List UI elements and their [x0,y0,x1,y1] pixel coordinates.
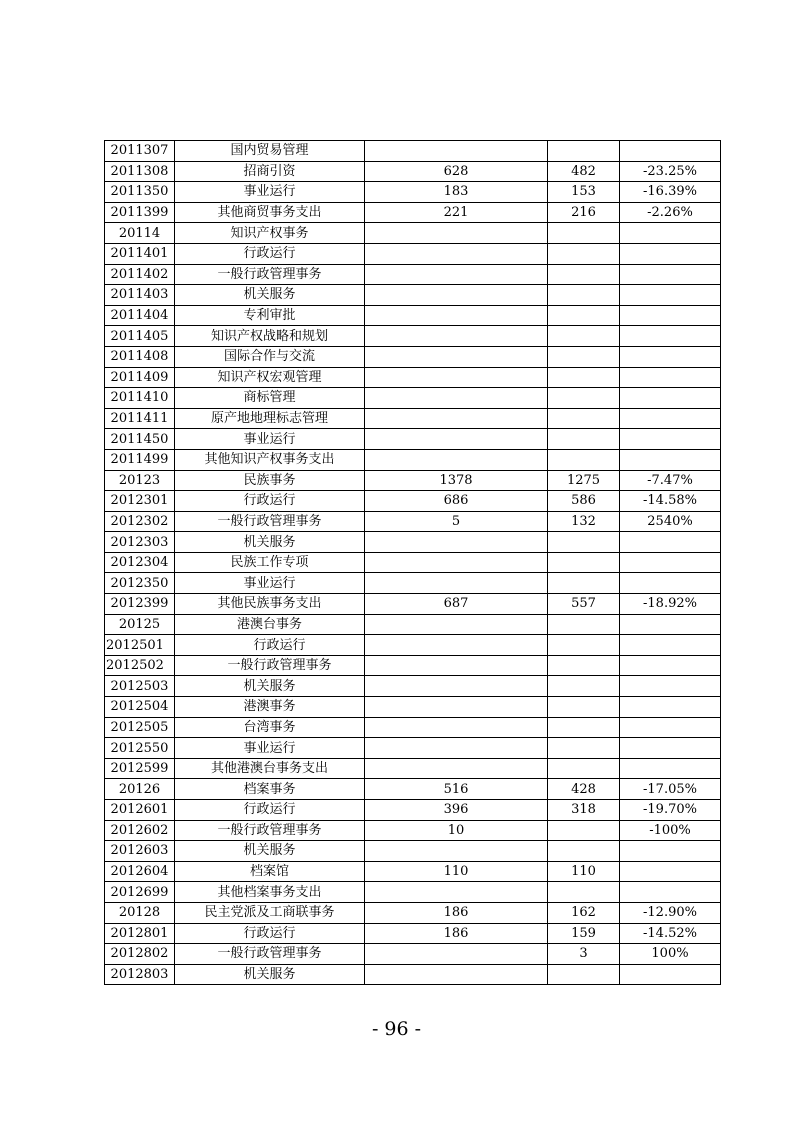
table-row [105,243,721,264]
table-row [105,305,721,326]
item-code-cell: 20123 [105,470,175,491]
table-row [105,223,721,244]
item-code-cell: 20126 [105,779,175,800]
item-name-cell: 行政运行 [175,243,365,264]
current-amount-cell: 153 [548,182,620,203]
prior-amount-cell [365,367,548,388]
prior-amount-cell [365,944,548,965]
change-rate-cell [620,738,721,759]
item-name-cell: 行政运行 [175,491,365,512]
item-name-cell: 事业运行 [175,429,365,450]
table-row [105,532,721,553]
current-amount-cell: 318 [548,800,620,821]
prior-amount-cell [365,285,548,306]
table-row [105,655,721,676]
current-amount-cell [548,676,620,697]
item-name-cell: 台湾事务 [175,717,365,738]
item-name-cell: 事业运行 [175,738,365,759]
change-rate-cell: -14.58% [620,491,721,512]
item-code-cell: 2012603 [105,841,175,862]
item-code-cell: 2012399 [105,594,175,615]
item-name-cell: 一般行政管理事务 [175,944,365,965]
item-name-cell: 行政运行 [175,923,365,944]
prior-amount-cell [365,635,548,656]
current-amount-cell: 110 [548,861,620,882]
table-row [105,388,721,409]
item-code-cell: 2011499 [105,449,175,470]
item-name-cell: 原产地地理标志管理 [175,408,365,429]
current-amount-cell [548,717,620,738]
item-name-cell: 一般行政管理事务 [175,820,365,841]
item-code-cell: 2011409 [105,367,175,388]
table-row [105,182,721,203]
current-amount-cell [548,697,620,718]
table-row [105,614,721,635]
item-code-cell: 2012302 [105,511,175,532]
prior-amount-cell [365,326,548,347]
table-row [105,964,721,985]
item-code-cell: 20128 [105,902,175,923]
item-code-cell: 2011408 [105,346,175,367]
table-row [105,285,721,306]
current-amount-cell: 3 [548,944,620,965]
item-name-cell: 招商引资 [175,161,365,182]
current-amount-cell: 557 [548,594,620,615]
budget-table [104,140,721,985]
table-row [105,820,721,841]
change-rate-cell [620,388,721,409]
item-name-cell: 机关服务 [175,285,365,306]
change-rate-cell [620,573,721,594]
item-name-cell: 国内贸易管理 [175,141,365,162]
item-code-cell: 2012801 [105,923,175,944]
current-amount-cell [548,243,620,264]
change-rate-cell [620,676,721,697]
current-amount-cell: 1275 [548,470,620,491]
item-name-cell: 知识产权战略和规划 [175,326,365,347]
prior-amount-cell [365,408,548,429]
change-rate-cell: -2.26% [620,202,721,223]
current-amount-cell [548,532,620,553]
item-code-cell: 2012803 [105,964,175,985]
item-code-cell: 2011350 [105,182,175,203]
item-name-cell: 其他知识产权事务支出 [175,449,365,470]
table-row [105,346,721,367]
change-rate-cell [620,655,721,676]
item-code-cell: 2012599 [105,758,175,779]
table-row [105,635,721,656]
current-amount-cell [548,738,620,759]
current-amount-cell [548,285,620,306]
current-amount-cell [548,573,620,594]
item-name-cell: 档案事务 [175,779,365,800]
current-amount-cell [548,346,620,367]
item-code-cell: 2012602 [105,820,175,841]
table-row [105,779,721,800]
table-row [105,717,721,738]
table-row [105,491,721,512]
change-rate-cell: 2540% [620,511,721,532]
prior-amount-cell: 186 [365,902,548,923]
current-amount-cell [548,758,620,779]
item-code-cell: 2012604 [105,861,175,882]
prior-amount-cell: 186 [365,923,548,944]
item-name-cell: 港澳事务 [175,697,365,718]
item-name-cell: 档案馆 [175,861,365,882]
current-amount-cell [548,388,620,409]
current-amount-cell [548,655,620,676]
item-code-cell: 2012503 [105,676,175,697]
prior-amount-cell [365,429,548,450]
current-amount-cell [548,841,620,862]
item-name-cell: 其他民族事务支出 [175,594,365,615]
change-rate-cell [620,429,721,450]
prior-amount-cell [365,964,548,985]
item-code-cell: 2011410 [105,388,175,409]
current-amount-cell: 132 [548,511,620,532]
prior-amount-cell [365,697,548,718]
prior-amount-cell [365,882,548,903]
table-row [105,676,721,697]
change-rate-cell [620,614,721,635]
item-code-cell: 2012802 [105,944,175,965]
item-code-cell: 2012350 [105,573,175,594]
prior-amount-cell [365,449,548,470]
change-rate-cell [620,264,721,285]
item-code-cell: 2012699 [105,882,175,903]
current-amount-cell [548,326,620,347]
prior-amount-cell: 516 [365,779,548,800]
change-rate-cell [620,635,721,656]
table-row [105,902,721,923]
change-rate-cell [620,964,721,985]
table-row [105,367,721,388]
item-name-cell: 机关服务 [175,964,365,985]
prior-amount-cell [365,305,548,326]
item-name-cell: 事业运行 [175,182,365,203]
prior-amount-cell [365,223,548,244]
item-name-cell: 民族工作专项 [175,552,365,573]
item-code-cell: 2012301 [105,491,175,512]
prior-amount-cell [365,243,548,264]
change-rate-cell [620,449,721,470]
item-code-cell: 2012601 [105,800,175,821]
item-code-cell: 2011308 [105,161,175,182]
current-amount-cell: 162 [548,902,620,923]
table-row [105,882,721,903]
change-rate-cell: -19.70% [620,800,721,821]
item-code-cell: 2011307 [105,141,175,162]
item-name-cell: 民族事务 [175,470,365,491]
table-row [105,326,721,347]
item-name-cell: 一般行政管理事务 [175,655,365,676]
item-code-cell: 2012303 [105,532,175,553]
prior-amount-cell: 10 [365,820,548,841]
item-name-cell: 行政运行 [175,800,365,821]
table-row [105,738,721,759]
prior-amount-cell [365,264,548,285]
change-rate-cell [620,326,721,347]
item-code-cell: 2011399 [105,202,175,223]
current-amount-cell [548,408,620,429]
item-name-cell: 知识产权宏观管理 [175,367,365,388]
table-body [105,141,721,985]
prior-amount-cell: 183 [365,182,548,203]
table-row [105,573,721,594]
prior-amount-cell [365,552,548,573]
prior-amount-cell [365,532,548,553]
current-amount-cell [548,429,620,450]
current-amount-cell [548,305,620,326]
change-rate-cell: -14.52% [620,923,721,944]
item-name-cell: 专利审批 [175,305,365,326]
item-name-cell: 民主党派及工商联事务 [175,902,365,923]
prior-amount-cell: 1378 [365,470,548,491]
item-code-cell: 20125 [105,614,175,635]
change-rate-cell [620,697,721,718]
item-name-cell: 机关服务 [175,532,365,553]
item-code-cell: 2012550 [105,738,175,759]
table-row [105,141,721,162]
prior-amount-cell [365,841,548,862]
table-row [105,429,721,450]
change-rate-cell [620,861,721,882]
current-amount-cell [548,614,620,635]
current-amount-cell [548,635,620,656]
table-row [105,202,721,223]
change-rate-cell [620,882,721,903]
item-name-cell: 商标管理 [175,388,365,409]
change-rate-cell [620,346,721,367]
table-row [105,594,721,615]
current-amount-cell [548,820,620,841]
item-name-cell: 事业运行 [175,573,365,594]
current-amount-cell: 159 [548,923,620,944]
item-name-cell: 机关服务 [175,841,365,862]
table-row [105,923,721,944]
item-code-cell: 2012505 [105,717,175,738]
prior-amount-cell [365,676,548,697]
table-row [105,841,721,862]
item-code-cell: 20114 [105,223,175,244]
prior-amount-cell [365,573,548,594]
item-code-cell: 2011401 [105,243,175,264]
current-amount-cell: 428 [548,779,620,800]
table-row [105,161,721,182]
change-rate-cell: -23.25% [620,161,721,182]
current-amount-cell: 586 [548,491,620,512]
current-amount-cell [548,223,620,244]
prior-amount-cell: 687 [365,594,548,615]
item-code-cell: 2012501 [105,635,175,656]
item-name-cell: 国际合作与交流 [175,346,365,367]
item-code-cell: 2011404 [105,305,175,326]
item-code-cell: 2012504 [105,697,175,718]
prior-amount-cell [365,655,548,676]
item-code-cell: 2011450 [105,429,175,450]
item-code-cell: 2011411 [105,408,175,429]
page-number: - 96 - [371,1018,422,1040]
prior-amount-cell: 221 [365,202,548,223]
change-rate-cell [620,141,721,162]
prior-amount-cell: 628 [365,161,548,182]
item-name-cell: 一般行政管理事务 [175,264,365,285]
prior-amount-cell [365,717,548,738]
prior-amount-cell [365,738,548,759]
prior-amount-cell [365,614,548,635]
current-amount-cell: 216 [548,202,620,223]
change-rate-cell: -100% [620,820,721,841]
table-row [105,264,721,285]
current-amount-cell [548,882,620,903]
change-rate-cell [620,367,721,388]
change-rate-cell [620,758,721,779]
current-amount-cell [548,964,620,985]
item-name-cell: 其他港澳台事务支出 [175,758,365,779]
item-name-cell: 其他档案事务支出 [175,882,365,903]
table-row [105,944,721,965]
table-row [105,697,721,718]
change-rate-cell: -16.39% [620,182,721,203]
change-rate-cell: -18.92% [620,594,721,615]
table-row [105,408,721,429]
prior-amount-cell: 110 [365,861,548,882]
current-amount-cell [548,552,620,573]
current-amount-cell [548,367,620,388]
prior-amount-cell [365,758,548,779]
item-code-cell: 2011403 [105,285,175,306]
change-rate-cell: -7.47% [620,470,721,491]
item-name-cell: 知识产权事务 [175,223,365,244]
item-code-cell: 2012502 [105,655,175,676]
table-row [105,552,721,573]
table-row [105,861,721,882]
item-name-cell: 一般行政管理事务 [175,511,365,532]
table-row [105,800,721,821]
change-rate-cell: -17.05% [620,779,721,800]
change-rate-cell [620,841,721,862]
change-rate-cell [620,243,721,264]
change-rate-cell [620,552,721,573]
current-amount-cell [548,141,620,162]
change-rate-cell: 100% [620,944,721,965]
item-code-cell: 2011402 [105,264,175,285]
change-rate-cell [620,532,721,553]
change-rate-cell [620,285,721,306]
table-row [105,449,721,470]
change-rate-cell [620,408,721,429]
item-name-cell: 机关服务 [175,676,365,697]
change-rate-cell [620,717,721,738]
item-code-cell: 2012304 [105,552,175,573]
change-rate-cell [620,223,721,244]
prior-amount-cell [365,141,548,162]
current-amount-cell [548,449,620,470]
prior-amount-cell: 396 [365,800,548,821]
item-name-cell: 港澳台事务 [175,614,365,635]
prior-amount-cell: 5 [365,511,548,532]
prior-amount-cell: 686 [365,491,548,512]
item-code-cell: 2011405 [105,326,175,347]
current-amount-cell: 482 [548,161,620,182]
change-rate-cell: -12.90% [620,902,721,923]
item-name-cell: 行政运行 [175,635,365,656]
table-row [105,511,721,532]
current-amount-cell [548,264,620,285]
prior-amount-cell [365,388,548,409]
prior-amount-cell [365,346,548,367]
change-rate-cell [620,305,721,326]
item-name-cell: 其他商贸事务支出 [175,202,365,223]
table-row [105,470,721,491]
table-row [105,758,721,779]
